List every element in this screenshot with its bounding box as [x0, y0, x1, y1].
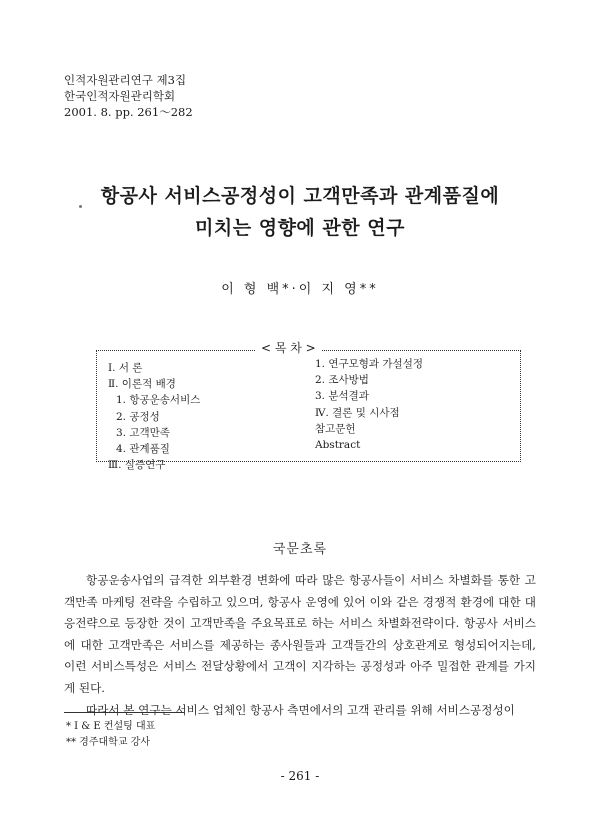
- footnote: ** 경주대학교 강사: [66, 737, 150, 748]
- toc-right-column: [315, 356, 423, 453]
- toc-heading: < 목 차 >: [255, 340, 322, 356]
- title-line-1: 항공사 서비스공정성이 고객만족과 관계품질에: [100, 185, 500, 207]
- toc-left-column: [108, 360, 200, 473]
- footnote-divider: [64, 712, 184, 713]
- toc-item: Ⅱ. 이론적 배경: [108, 378, 176, 391]
- toc-item: 2. 공정성: [116, 410, 160, 423]
- toc-item: Ⅳ. 결론 및 시사점: [315, 406, 400, 419]
- toc-item: 2. 조사방법: [315, 374, 369, 387]
- abstract-body: [64, 570, 536, 721]
- toc-item: Ⅲ. 실증연구: [108, 459, 166, 472]
- toc-item: 3. 분석결과: [315, 390, 369, 403]
- toc-item: 참고문헌: [315, 422, 356, 435]
- toc-item: 4. 관계품질: [116, 443, 170, 456]
- toc-item: 1. 항공운송서비스: [116, 394, 201, 407]
- title-line-2: 미치는 영향에 관한 연구: [195, 217, 405, 239]
- authors: 이 형 백*·이 지 영**: [221, 282, 379, 297]
- abstract-paragraph: 따라서 본 연구는 서비스 업체인 항공사 측면에서의 고객 관리를 위해 서비스공정성이: [86, 702, 515, 717]
- page-number: - 261 -: [280, 769, 320, 783]
- toc-item: 1. 연구모형과 가설설정: [315, 358, 423, 370]
- abstract-paragraph: 항공운송사업의 급격한 외부환경 변화에 따라 많은 항공사들이 서비스 차별화를 통한 고객만족 마케팅 전략을 수립하고 있으며, 항공사 운영에 있어 이와 같은 경쟁적 환경에 대한 대응전략으로 등장한 것이 고객만족을 주요목표로 하는 서비스 차별화전략이다. 항공사 서비스에 대한 고객만족은 서비스를 제공하는 종사원들과 고객들간의 상호관계로 형성되어지는데, 이런 서비스특성은 서비스 전달상황에서 고객이 지각하는 공정성과 아주 밀접한 관계를 가지게 된다.: [64, 573, 536, 695]
- paper-title: [0, 180, 600, 244]
- journal-pages: 2001. 8. pp. 261～282: [64, 105, 193, 119]
- journal-society: 한국인적자원관리학회: [64, 89, 176, 103]
- toc-item: Abstract: [315, 439, 361, 452]
- toc-item: 3. 고객만족: [116, 426, 170, 439]
- footnotes: [66, 719, 155, 751]
- toc-item: Ⅰ. 서 론: [108, 362, 143, 374]
- journal-info: [64, 72, 193, 120]
- section-title: 국문초록: [272, 542, 328, 557]
- footnote: * I & E 컨설팅 대표: [66, 721, 156, 732]
- journal-name: 인적자원관리연구 제3집: [64, 73, 187, 87]
